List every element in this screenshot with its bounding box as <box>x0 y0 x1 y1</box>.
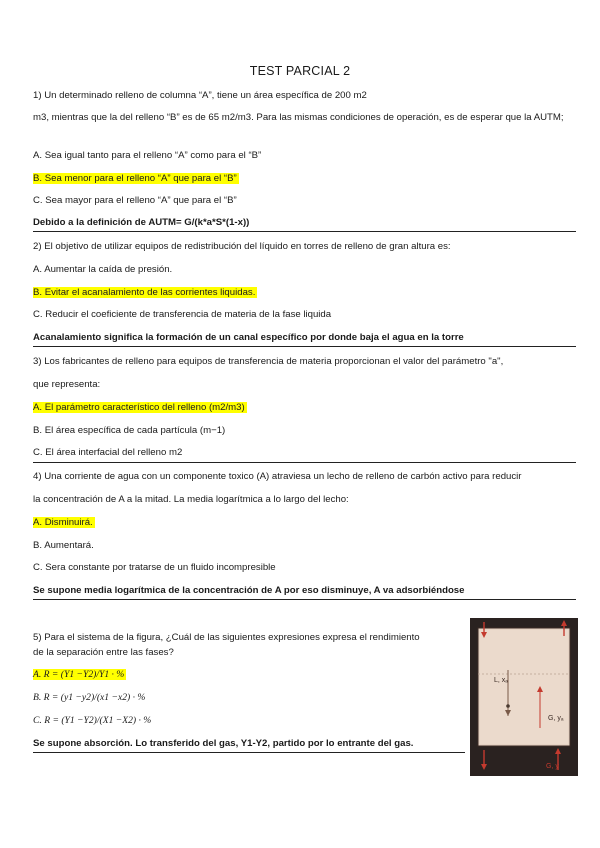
q2-divider <box>33 346 576 347</box>
q4-answer-note: Se supone media logarítmica de la concentración de A por eso disminuye, A va adsorbiéndose <box>33 585 465 596</box>
q2-option-b-highlight: B. Evitar el acanalamiento de las corrientes liquidas. <box>33 287 256 298</box>
q4-option-b: B. Aumentará. <box>33 540 94 551</box>
q5-divider <box>33 752 465 753</box>
q3-stem-line1: 3) Los fabricantes de relleno para equipos de transferencia de materia proporcionan el valor del parámetro "a", <box>33 356 504 367</box>
q3-stem-line2: que representa: <box>33 379 101 390</box>
q1-option-b <box>33 172 239 185</box>
q5-stem-line2: de la separación entre las fases? <box>33 647 174 658</box>
q5-stem-line1: 5) Para el sistema de la figura, ¿Cuál de las siguientes expresiones expresa el rendimiento <box>33 632 420 643</box>
q2-stem: 2) El objetivo de utilizar equipos de redistribución del líquido en torres de relleno de gran altura es: <box>33 241 451 252</box>
column-packing <box>480 630 568 744</box>
q1-divider <box>33 231 576 232</box>
q1-option-b-highlight: B. Sea menor para el relleno “A” que para el “B” <box>33 173 237 184</box>
column-photo <box>470 618 578 776</box>
q1-option-c: C. Sea mayor para el relleno “A” que para el “B” <box>33 195 237 206</box>
q3-divider <box>33 462 576 463</box>
label-gas-bottom: G, y <box>546 763 559 770</box>
label-liquid: L, xₐ <box>494 677 508 684</box>
q1-option-a: A. Sea igual tanto para el relleno “A” como para el “B” <box>33 150 262 161</box>
q1-answer-note: Debido a la definición de AUTM= G/(k*a*S*(1-x)) <box>33 217 250 228</box>
q2-answer-note: Acanalamiento significa la formación de un canal específico por donde baja el agua en la torre <box>33 332 464 343</box>
q2-option-a: A. Aumentar la caída de presión. <box>33 264 173 275</box>
q4-divider <box>33 599 576 600</box>
q3-option-a <box>33 401 247 414</box>
q1-stem-line1: 1) Un determinado relleno de columna “A”, tiene un área específica de 200 m2 <box>33 90 367 101</box>
page-title: TEST PARCIAL 2 <box>249 64 351 78</box>
q5-option-b: B. R = (y1 −y2)/(x1 −x2) · % <box>33 692 146 703</box>
q3-option-b: B. El área específica de cada partícula (m−1) <box>33 425 226 436</box>
q5-answer-note: Se supone absorción. Lo transferido del gas, Y1-Y2, partido por lo entrante del gas. <box>33 738 414 749</box>
q5-option-c: C. R = (Y1 −Y2)/(X1 −X2) · % <box>33 715 152 726</box>
q3-option-c: C. El área interfacial del relleno m2 <box>33 447 183 458</box>
q4-stem-line2: la concentración de A a la mitad. La media logarítmica a lo largo del lecho: <box>33 494 349 505</box>
q5-option-a <box>33 668 126 681</box>
liquid-flow-dot <box>506 704 510 708</box>
q2-option-b <box>33 286 257 299</box>
q2-option-c: C. Reducir el coeficiente de transferencia de materia de la fase liquida <box>33 309 332 320</box>
q4-option-a-highlight: A. Disminuirá. <box>33 517 93 528</box>
q1-stem-line2: m3, mientras que la del relleno “B” es de 65 m2/m3. Para las mismas condiciones de operación, es de esperar que la AUTM; <box>33 112 564 123</box>
q3-option-a-highlight: A. El parámetro característico del relleno (m2/m3) <box>33 402 245 413</box>
q4-stem-line1: 4) Una corriente de agua con un componente toxico (A) atraviesa un lecho de relleno de carbón activo para reducir <box>33 471 522 482</box>
q5-option-a-highlight: A. R = (Y1 −Y2)/Y1 · % <box>33 669 125 680</box>
q4-option-a <box>33 516 95 529</box>
q4-option-c: C. Sera constante por tratarse de un fluido incompresible <box>33 562 276 573</box>
label-gas-top: G, yₐ <box>548 715 564 722</box>
